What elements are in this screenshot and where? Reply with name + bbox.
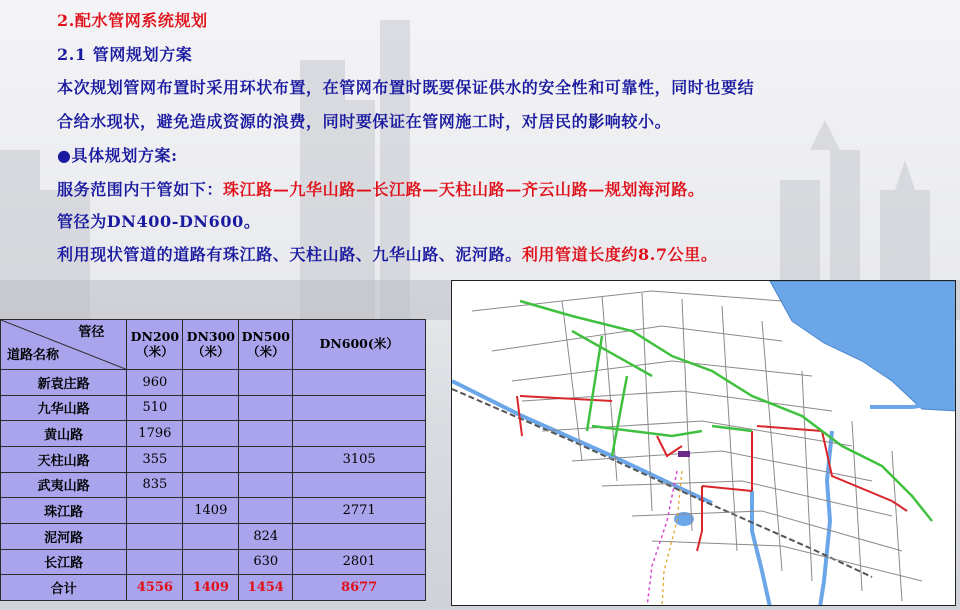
river-southeast	[820, 431, 832, 606]
paragraph-line-1: 本次规划管网布置时采用环状布置，在管网布置时既要保证供水的安全性和可靠性，同时也要结	[57, 78, 755, 97]
corner-bottom-label: 道路名称	[7, 348, 60, 364]
table-row	[1, 395, 426, 421]
dn600-cell	[293, 421, 426, 447]
dn500-cell: 630	[239, 549, 293, 575]
dn300-cell	[183, 549, 239, 575]
highlight-block	[678, 451, 690, 457]
table-row	[1, 370, 426, 396]
service-prefix: 服务范围内干管如下：	[57, 180, 224, 199]
dn600-cell	[293, 523, 426, 549]
road-name: 新袁庄路	[1, 370, 127, 396]
dn200-cell: 355	[127, 446, 183, 472]
paragraph-line-2: 合给水现状，避免造成资源的浪费，同时要保证在管网施工时，对居民的影响较小。	[57, 112, 672, 131]
dn500-cell	[239, 446, 293, 472]
existing-pipe-line	[57, 242, 717, 265]
table-row	[1, 549, 426, 575]
dn600-cell	[293, 395, 426, 421]
dn200-cell: 1796	[127, 421, 183, 447]
table-row	[1, 523, 426, 549]
section-heading: 2.配水管网系统规划	[57, 11, 208, 30]
dn600-total: 8677	[293, 575, 426, 601]
dn500-cell	[239, 421, 293, 447]
dn200-cell: 960	[127, 370, 183, 396]
dn200-cell	[127, 523, 183, 549]
total-label: 合计	[1, 575, 127, 601]
dn200-cell: 510	[127, 395, 183, 421]
dn600-cell	[293, 472, 426, 498]
dashed-boundary-2	[662, 471, 682, 606]
corner-top-label: 管径	[78, 325, 105, 340]
dn500-cell	[239, 395, 293, 421]
plan-label: ●具体规划方案:	[57, 146, 178, 165]
road-name: 长江路	[1, 549, 127, 575]
dn600-cell: 3105	[293, 446, 426, 472]
dn300-cell	[183, 523, 239, 549]
dn500-total: 1454	[239, 575, 293, 601]
dn300-cell	[183, 395, 239, 421]
section-subheading: 2.1 管网规划方案	[57, 45, 193, 64]
dn300-cell	[183, 472, 239, 498]
road-name: 九华山路	[1, 395, 127, 421]
railway-line	[452, 389, 872, 577]
service-range-line	[57, 177, 704, 200]
table-row	[1, 498, 426, 524]
dn600-cell: 2771	[293, 498, 426, 524]
road-name: 武夷山路	[1, 472, 127, 498]
dn500-cell	[239, 370, 293, 396]
column-header: DN200（米）	[127, 320, 183, 370]
pipe-network-map	[451, 280, 956, 606]
road-name: 黄山路	[1, 421, 127, 447]
dn200-cell	[127, 498, 183, 524]
table-row	[1, 421, 426, 447]
dn600-cell	[293, 370, 426, 396]
dn500-cell: 824	[239, 523, 293, 549]
dn200-cell	[127, 549, 183, 575]
dn300-cell: 1409	[183, 498, 239, 524]
table-corner-cell	[1, 320, 127, 370]
existing-length: 利用管道长度约8.7公里。	[521, 245, 718, 264]
dn300-total: 1409	[183, 575, 239, 601]
road-name: 珠江路	[1, 498, 127, 524]
river-southeast-2	[752, 491, 770, 606]
pipe-length-table	[0, 319, 426, 601]
existing-prefix: 利用现状管道的道路有珠江路、天柱山路、九华山路、泥河路。	[57, 245, 522, 264]
service-route: 珠江路—九华山路—长江路—天柱山路—齐云山路—规划海河路。	[223, 180, 705, 199]
dn500-cell	[239, 498, 293, 524]
dn300-cell	[183, 370, 239, 396]
dn300-cell	[183, 446, 239, 472]
dn200-total: 4556	[127, 575, 183, 601]
road-name: 泥河路	[1, 523, 127, 549]
table-row	[1, 446, 426, 472]
dn300-cell	[183, 421, 239, 447]
diameter-line: 管径为DN400-DN600。	[57, 212, 261, 231]
dn500-cell	[239, 472, 293, 498]
map-drawing	[452, 281, 956, 606]
column-header: DN300（米）	[183, 320, 239, 370]
table-header-row	[1, 320, 426, 370]
dn200-cell: 835	[127, 472, 183, 498]
column-header: DN600(米）	[293, 320, 426, 370]
planned-pipe-red	[517, 396, 907, 551]
table-total-row	[1, 575, 426, 601]
road-name: 天柱山路	[1, 446, 127, 472]
dn600-cell: 2801	[293, 549, 426, 575]
lake-area	[770, 281, 956, 411]
table-row	[1, 472, 426, 498]
column-header: DN500（米）	[239, 320, 293, 370]
